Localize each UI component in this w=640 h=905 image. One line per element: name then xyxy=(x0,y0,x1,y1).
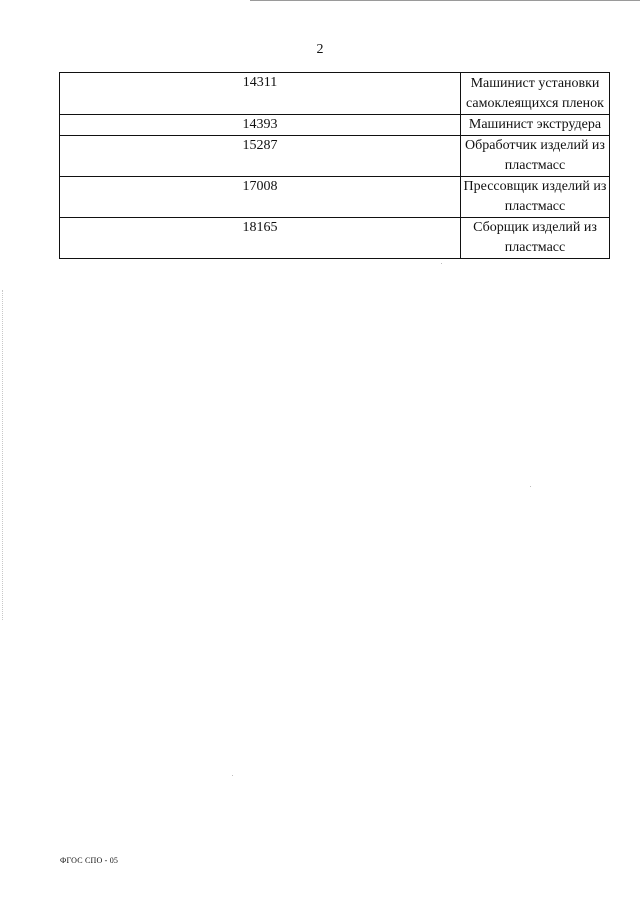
scan-speck xyxy=(441,263,442,264)
scan-speck xyxy=(232,775,233,776)
table-row xyxy=(60,218,610,259)
profession-name: Машинист установки самоклеящихся пленок xyxy=(461,73,610,115)
scan-speck xyxy=(530,486,531,487)
table-row xyxy=(60,136,610,177)
profession-codes-table xyxy=(59,72,610,259)
table-row xyxy=(60,177,610,218)
profession-code: 17008 xyxy=(60,177,461,218)
profession-name: Сборщик изделий из пластмасс xyxy=(461,218,610,259)
table-row xyxy=(60,73,610,115)
profession-code: 14393 xyxy=(60,115,461,136)
profession-code: 18165 xyxy=(60,218,461,259)
profession-code: 14311 xyxy=(60,73,461,115)
scan-top-edge-line xyxy=(250,0,640,1)
table-row xyxy=(60,115,610,136)
page-number: 2 xyxy=(316,42,324,57)
scan-left-edge-mark xyxy=(2,290,4,620)
profession-name: Обработчик изделий из пластмасс xyxy=(461,136,610,177)
profession-name: Машинист экструдера xyxy=(461,115,610,136)
profession-name: Прессовщик изделий из пластмасс xyxy=(461,177,610,218)
profession-code: 15287 xyxy=(60,136,461,177)
document-footer: ФГОС СПО - 05 xyxy=(60,856,119,865)
